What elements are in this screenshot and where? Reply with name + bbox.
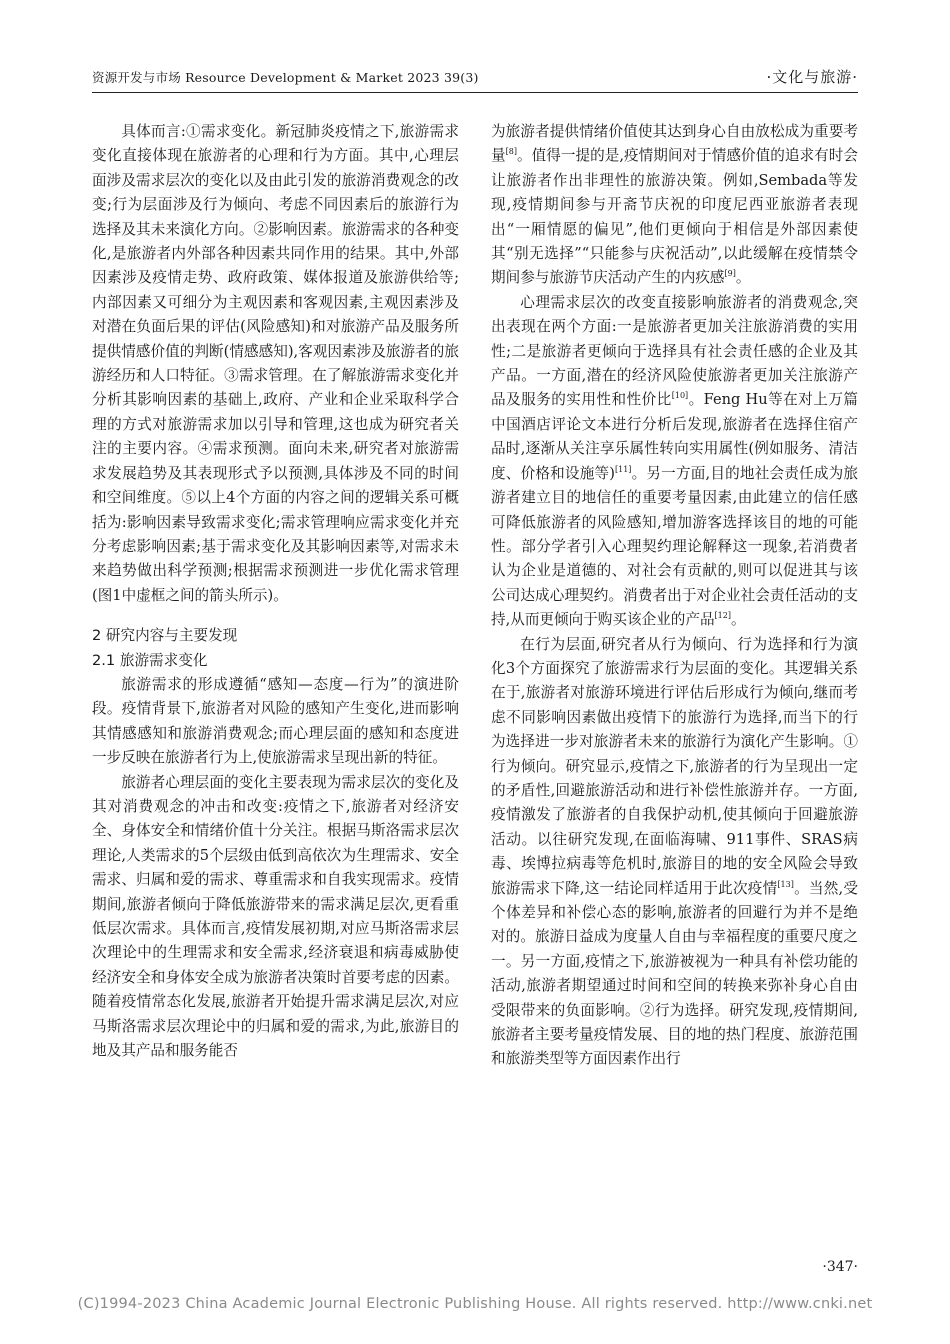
citation-13: [13] <box>777 879 794 889</box>
paragraph-emotional-value <box>491 120 858 291</box>
text-run: 。值得一提的是,疫情期间对于情感价值的追求有时会让旅游者作出非理性的旅游决策。例如,Sembada等发现,疫情期间参与开斋节庆祝的印度尼西亚旅游者表现出“一厢情愿的偏见”,他们更倾向于相信是外部因素使其“别无选择”“只能参与庆祝活动”,以此缓解在疫情禁令期间参与旅游节庆活动产生的内疚感 <box>491 147 858 287</box>
text-run: 。 <box>730 611 746 629</box>
right-column <box>491 120 858 1072</box>
copyright-footer: (C)1994-2023 China Academic Journal Electronic Publishing House. All rights reserved. http://www.cnki.net <box>77 1296 873 1312</box>
text-run: 心理需求层次的改变直接影响旅游者的消费观念,突出表现在两个方面:一是旅游者更加关注旅游消费的实用性;二是旅游者更倾向于选择具有社会责任感的企业及其产品。一方面,潜在的经济风险使旅游者更加关注旅游产品及服务的实用性和性价比 <box>491 293 858 409</box>
citation-12: [12] <box>714 611 731 621</box>
section-heading: 2 研究内容与主要发现 <box>92 627 238 645</box>
subsection-heading: 2.1 旅游需求变化 <box>92 651 208 669</box>
paragraph-consumption-concept <box>491 291 858 633</box>
text-run: 在行为层面,研究者从行为倾向、行为选择和行为演化3个方面探究了旅游需求行为层面的变化。其逻辑关系在于,旅游者对旅游环境进行评估后形成行为倾向,继而考虑不同影响因素做出疫情下的旅游行为选择,而当下的行为选择进一步对旅游者未来的旅游行为演化产生影响。①行为倾向。研究显示,疫情之下,旅游者的行为呈现出一定的矛盾性,回避旅游活动和进行补偿性旅游并存。一方面,疫情激发了旅游者的自我保护动机,使其倾向于回避旅游活动。以往研究发现,在面临海啸、911事件、SRAS病毒、埃博拉病毒等危机时,旅游目的地的安全风险会导致旅游需求下降,这一结论同样适用于此次疫情 <box>491 635 858 897</box>
running-header <box>92 62 858 93</box>
citation-8: [8] <box>505 147 517 157</box>
citation-9: [9] <box>724 269 736 279</box>
section-title: ·文化与旅游· <box>766 68 858 86</box>
paragraph-intro: 具体而言:①需求变化。新冠肺炎疫情之下,旅游需求变化直接体现在旅游者的心理和行为方面。其中,心理层面涉及需求层次的变化以及由此引发的旅游消费观念的改变;行为层面涉及行为倾向、考虑不同因素后的旅游行为选择及其未来演化方向。②影响因素。旅游需求的各种变化,是旅游者内外部各种因素共同作用的结果。其中,外部因素涉及疫情走势、政府政策、媒体报道及旅游供给等;内部因素又可细分为主观因素和客观因素,主观因素涉及对潜在负面后果的评估(风险感知)和对旅游产品及服务所提供情感价值的判断(情感感知),客观因素涉及旅游者的旅游经历和人口特征。③需求管理。在了解旅游需求变化并分析其影响因素的基础上,政府、产业和企业采取科学合理的方式对旅游需求加以引导和管理,这也成为研究者关注的主要内容。④需求预测。面向未来,研究者对旅游需求发展趋势及其表现形式予以预测,具体涉及不同的时间和空间维度。⑤以上4个方面的内容之间的逻辑关系可概括为:影响因素导致需求变化;需求管理响应需求变化并充分考虑影响因素;基于需求变化及其影响因素等,对需求未来趋势做出科学预测;根据需求预测进一步优化需求管理(图1中虚框之间的箭头所示)。 <box>92 123 459 604</box>
journal-title: 资源开发与市场 Resource Development & Market 2023 39(3) <box>92 70 479 85</box>
paragraph-behavior-level <box>491 633 858 1072</box>
text-run: 为旅游者提供情绪价值使其达到身心自由放松成为重要考量 <box>491 123 858 165</box>
text-run: 。当然,受个体差异和补偿心态的影响,旅游者的回避行为并不是绝对的。旅游日益成为度量人自由与幸福程度的重要尺度之一。另一方面,疫情之下,旅游被视为一种具有补偿功能的活动,旅游者期望通过时间和空间的转换来弥补身心自由受限带来的负面影响。②行为选择。研究发现,疫情期间,旅游者主要考量疫情发展、目的地的热门程度、旅游范围和旅游类型等方面因素作出行 <box>491 879 858 1068</box>
paragraph-psychological-change: 旅游者心理层面的变化主要表现为需求层次的变化及其对消费观念的冲击和改变:疫情之下,旅游者对经济安全、身体安全和情绪价值十分关注。根据马斯洛需求层次理论,人类需求的5个层级由低到高依次为生理需求、安全需求、归属和爱的需求、尊重需求和自我实现需求。疫情期间,旅游者倾向于降低旅游带来的需求满足层次,更看重低层次需求。具体而言,疫情发展初期,对应马斯洛需求层次理论中的生理需求和安全需求,经济衰退和病毒威胁使经济安全和身体安全成为旅游者决策时首要考虑的因素。随着疫情常态化发展,旅游者开始提升需求满足层次,对应马斯洛需求层次理论中的归属和爱的需求,为此,旅游目的地及其产品和服务能否 <box>92 773 459 1060</box>
paragraph-demand-formation: 旅游需求的形成遵循“感知—态度—行为”的演进阶段。疫情背景下,旅游者对风险的感知产生变化,进而影响其情感感知和旅游消费观念;而心理层面的感知和态度进一步反映在旅游者行为上,使旅游需求呈现出新的特征。 <box>92 675 459 767</box>
citation-11: [11] <box>614 464 632 474</box>
left-column <box>92 120 459 1063</box>
page-number: ·347· <box>822 1259 858 1275</box>
citation-10: [10] <box>671 391 689 401</box>
text-run: 。另一方面,目的地社会责任成为旅游者建立目的地信任的重要考量因素,由此建立的信任感可降低旅游者的风险感知,增加游客选择该目的地的可能性。部分学者引入心理契约理论解释这一现象,若消费者认为企业是道德的、对社会有贡献的,则可以促进其与该公司达成心理契约。消费者出于对企业社会责任活动的支持,从而更倾向于购买该企业的产品 <box>491 464 859 629</box>
text-run: 。Feng Hu等在对上万篇中国酒店评论文本进行分析后发现,旅游者在选择住宿产品时,逐渐从关注享乐属性转向实用属性(例如服务、清洁度、价格和设施等) <box>491 391 858 482</box>
text-run: 。 <box>735 269 751 287</box>
